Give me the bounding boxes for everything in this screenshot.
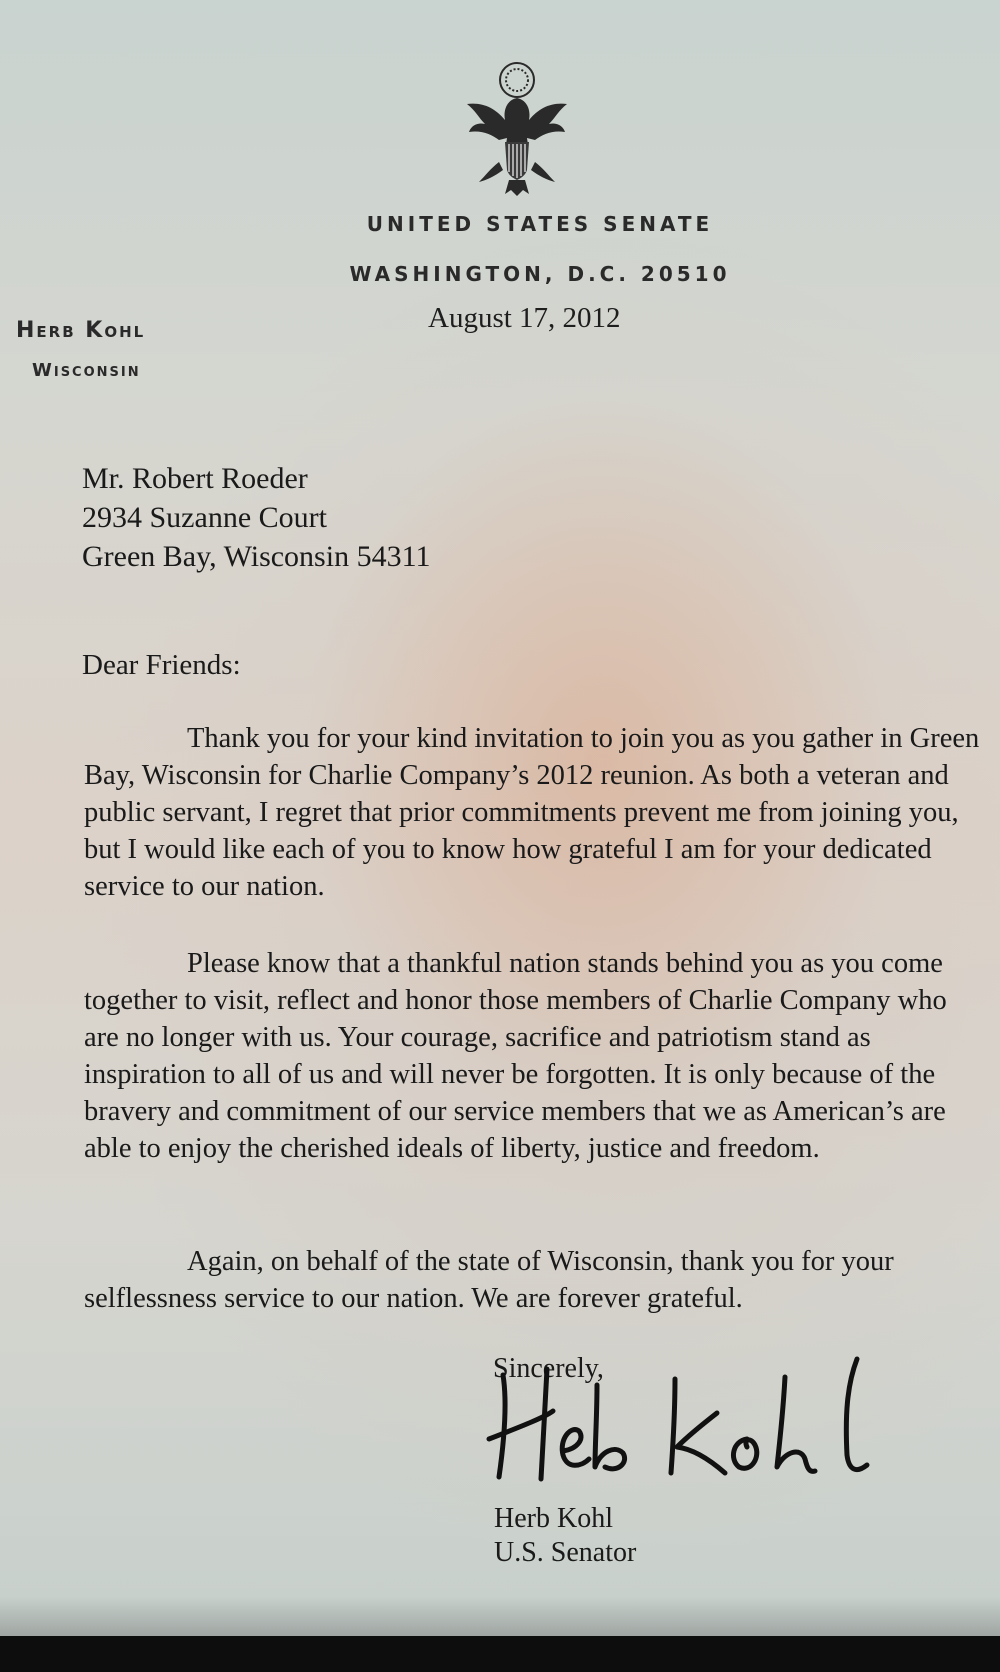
paragraph-3: Again, on behalf of the state of Wisconsin, thank you for your selflessness service to our nation. We are forever grateful. [84,1246,894,1314]
paragraph-2: Please know that a thankful nation stands behind you as you come together to visit, reflect and honor those members of Charlie Company who are no longer with us. Your courage, sacrifice and patriotism stand as inspiration to all of us and will never be forgotten. It is only because of the bravery and commitment of our service members that we as American’s are able to enjoy the cherished ideals of liberty, justice and freedom. [84,948,947,1164]
recipient-name: Mr. Robert Roeder [82,462,308,495]
letterhead-line2: WASHINGTON, D.C. 20510 [349,262,731,286]
sender-state: Wisconsin [32,360,141,381]
handwritten-signature [485,1355,895,1490]
letterhead-line1: UNITED STATES SENATE [366,212,714,236]
salutation: Dear Friends: [82,649,241,681]
letter-date: August 17, 2012 [428,302,621,334]
signer-title: U.S. Senator [494,1537,637,1568]
paragraph-1: Thank you for your kind invitation to join you as you gather in Green Bay, Wisconsin for Charlie Company’s 2012 reunion. As both a veteran and public servant, I regret that prior commitments prevent me from joining you, but I would like each of you to know how grateful I am for your dedicated service to our nation. [84,723,980,902]
valediction: Sincerely, [493,1353,604,1384]
recipient-address [82,459,430,576]
sender-name: Herb Kohl [16,318,146,343]
signer-name: Herb Kohl [494,1503,613,1534]
recipient-street: 2934 Suzanne Court [82,501,327,534]
recipient-city: Green Bay, Wisconsin 54311 [82,540,431,573]
senate-seal-icon [455,58,580,198]
